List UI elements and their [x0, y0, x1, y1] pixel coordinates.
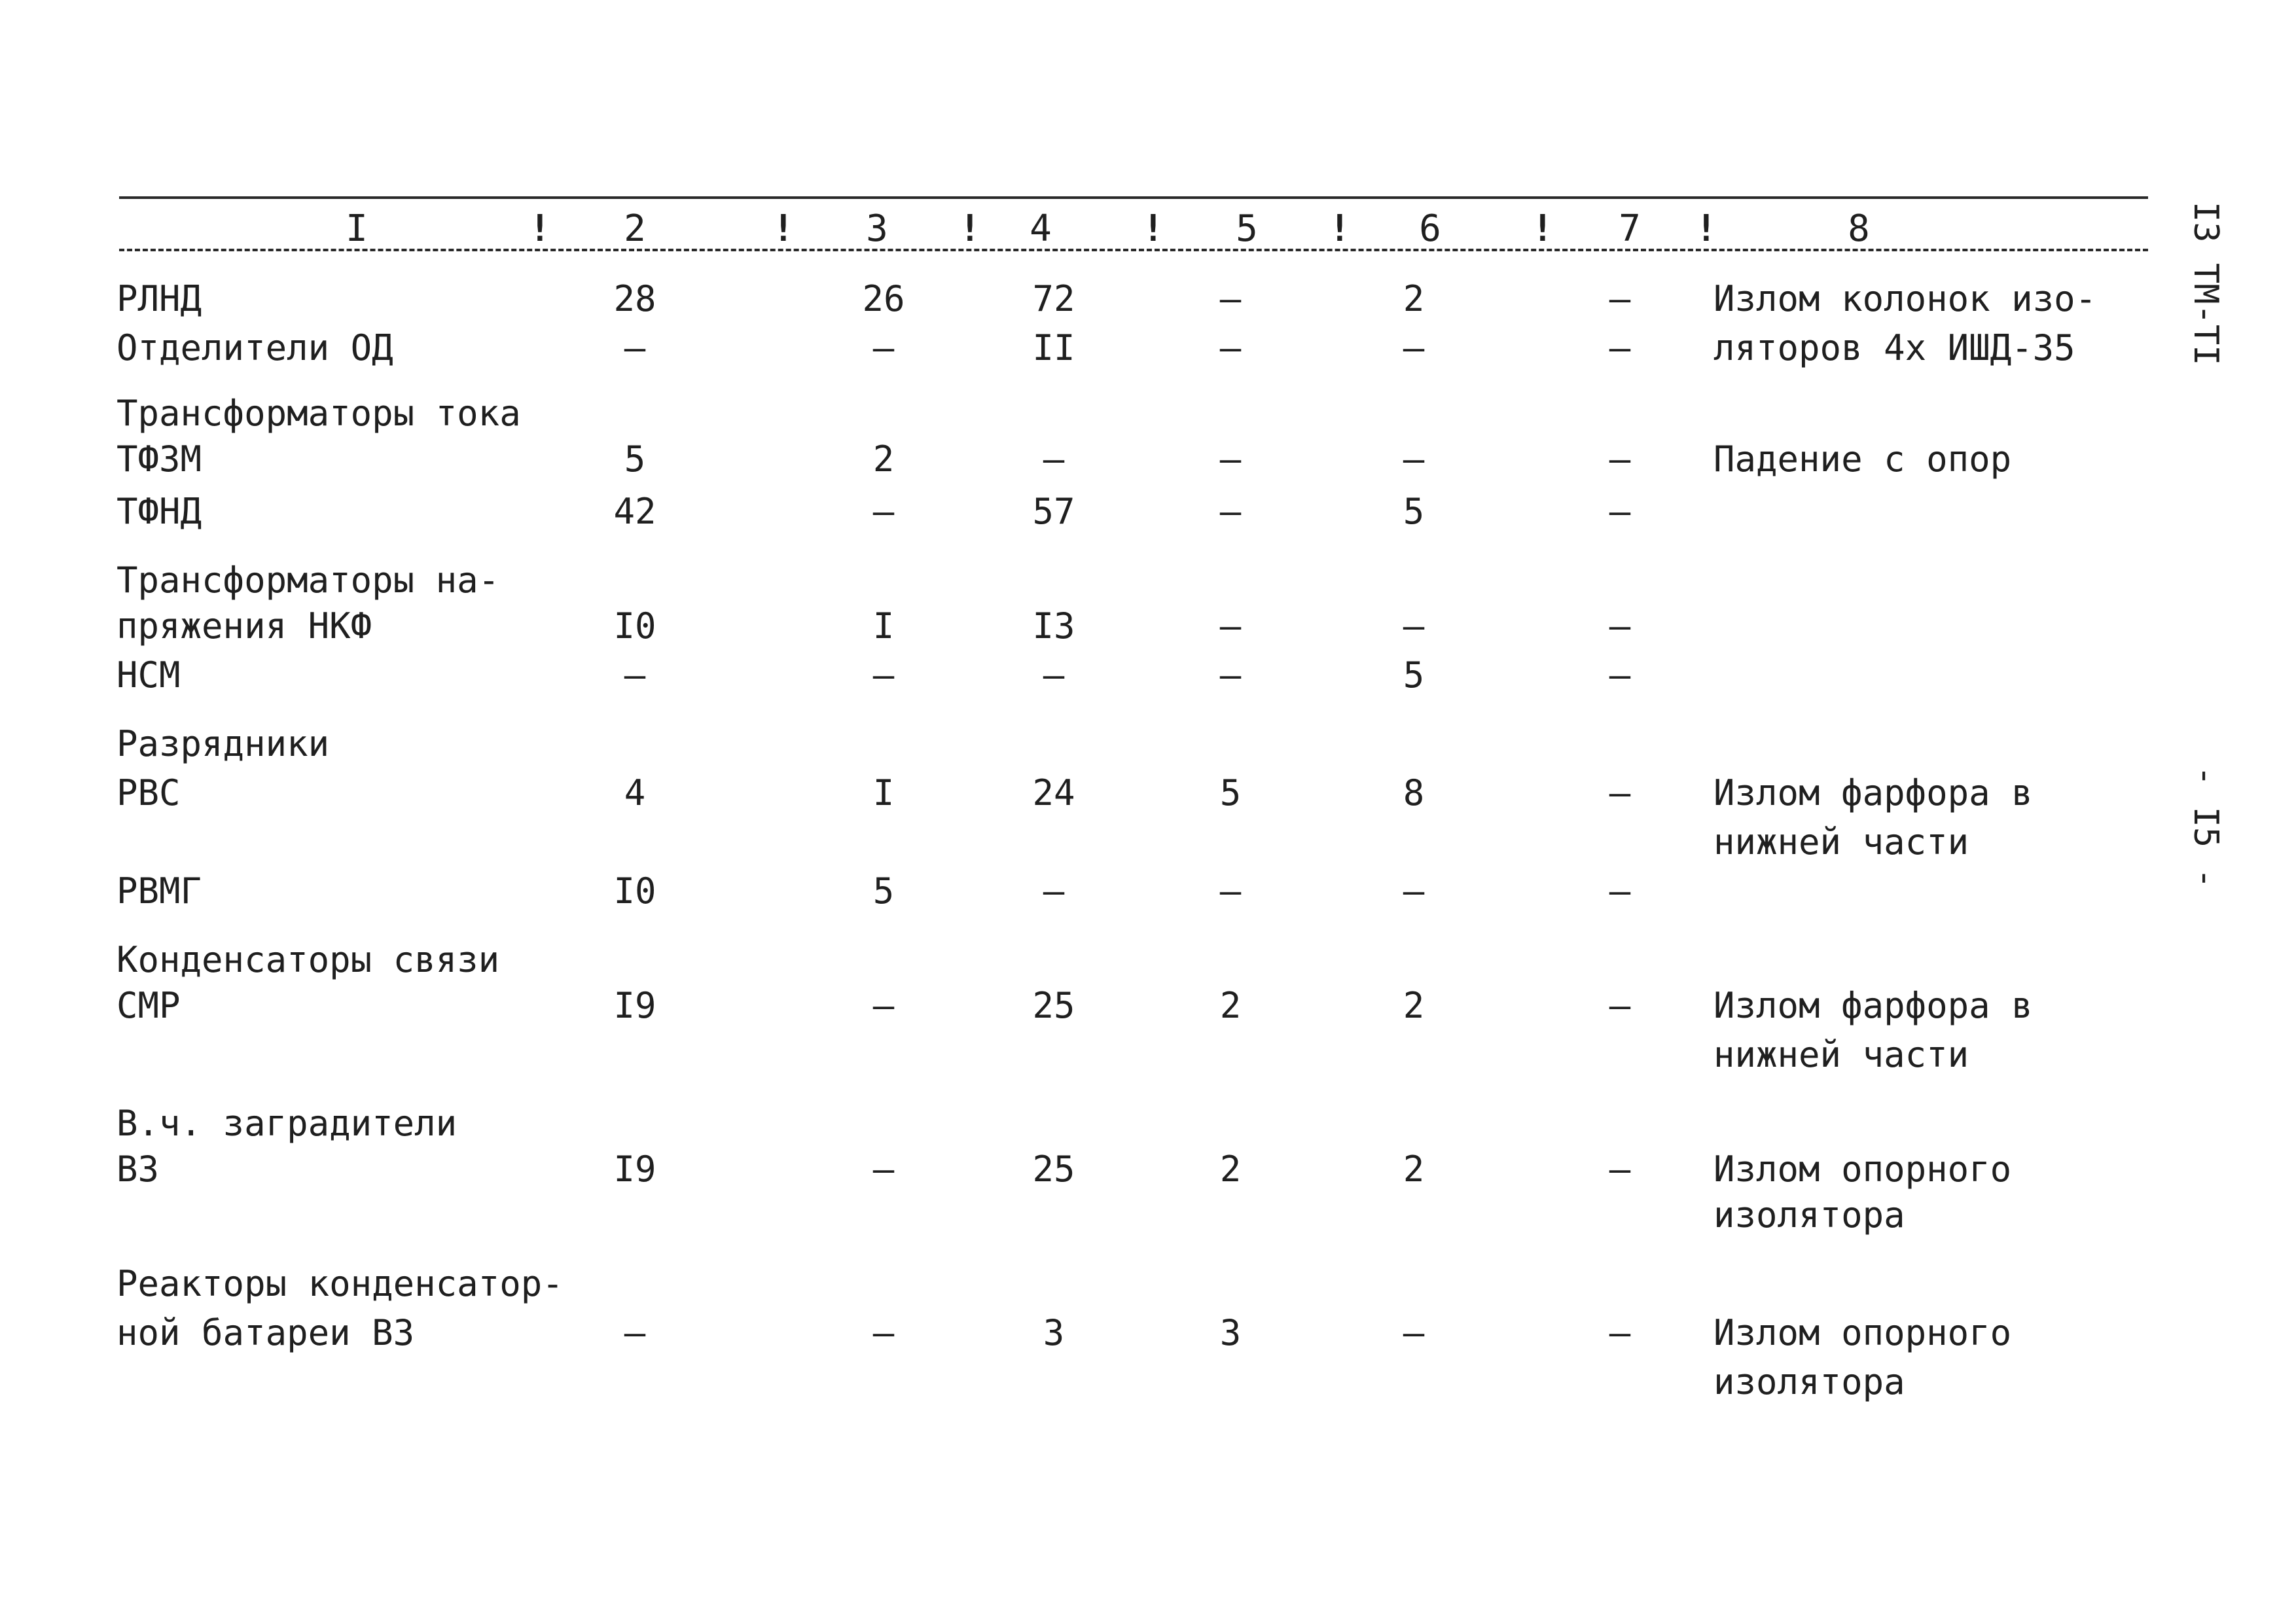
table-cell-col-5: 2: [1219, 985, 1242, 1026]
row-label: Разрядники: [117, 723, 330, 764]
table-cell-col-2: 42: [613, 491, 656, 532]
table-cell-col-2: 28: [613, 278, 656, 319]
table-cell-col-5: 5: [1219, 772, 1242, 813]
header-separator: !: [959, 207, 981, 250]
row-note: Излом фарфора в: [1713, 772, 2033, 813]
document-code: I3 ТМ-ТI: [2186, 202, 2225, 366]
table-cell-col-5: –: [1219, 605, 1242, 647]
table-cell-col-3: 2: [872, 438, 895, 480]
table-cell-col-4: –: [1043, 870, 1065, 912]
row-label: РЛНД: [117, 278, 202, 319]
header-separator: !: [1532, 207, 1554, 250]
table-cell-col-5: –: [1219, 491, 1242, 532]
table-cell-col-6: –: [1403, 438, 1425, 480]
table-cell-col-7: –: [1609, 605, 1631, 647]
header-col-7: 7: [1619, 207, 1641, 250]
row-note: Излом опорного: [1713, 1312, 2012, 1353]
page-number: - I5 -: [2186, 766, 2225, 889]
table-cell-col-5: –: [1219, 654, 1242, 696]
table-cell-col-4: 72: [1032, 278, 1075, 319]
table-cell-col-2: I9: [613, 1149, 656, 1190]
header-separator: !: [529, 207, 551, 250]
header-col-8: 8: [1848, 207, 1870, 250]
row-note: Излом опорного: [1713, 1149, 2012, 1190]
table-cell-col-3: –: [872, 985, 895, 1026]
header-separator: !: [1329, 207, 1351, 250]
table-cell-col-3: –: [872, 1312, 895, 1353]
table-cell-col-5: 3: [1219, 1312, 1242, 1353]
table-cell-col-2: I9: [613, 985, 656, 1026]
table-cell-col-4: 25: [1032, 985, 1075, 1026]
table-cell-col-3: –: [872, 491, 895, 532]
row-label: ТФНД: [117, 491, 202, 532]
header-col-5: 5: [1236, 207, 1258, 250]
table-cell-col-3: I: [872, 605, 895, 647]
row-label: В.ч. заградители: [117, 1103, 457, 1144]
table-cell-col-3: 5: [872, 870, 895, 912]
table-cell-col-7: –: [1609, 438, 1631, 480]
row-label: Трансформаторы на-: [117, 560, 500, 601]
row-label: РВМГ: [117, 870, 202, 912]
table-cell-col-4: 24: [1032, 772, 1075, 813]
table-cell-col-4: II: [1032, 327, 1075, 368]
table-cell-col-2: –: [624, 654, 646, 696]
table-cell-col-6: –: [1403, 327, 1425, 368]
table-cell-col-5: –: [1219, 327, 1242, 368]
table-cell-col-5: 2: [1219, 1149, 1242, 1190]
row-note: ляторов 4х ИШД-35: [1713, 327, 2075, 368]
table-cell-col-4: I3: [1032, 605, 1075, 647]
row-note: Падение с опор: [1713, 438, 2012, 480]
table-cell-col-4: –: [1043, 438, 1065, 480]
table-cell-col-7: –: [1609, 870, 1631, 912]
table-cell-col-2: –: [624, 327, 646, 368]
table-cell-col-3: I: [872, 772, 895, 813]
header-col-1: I: [346, 207, 368, 250]
row-note: изолятора: [1713, 1194, 1905, 1236]
header-col-2: 2: [624, 207, 646, 250]
header-col-4: 4: [1030, 207, 1052, 250]
table-cell-col-6: 5: [1403, 654, 1425, 696]
row-label: Реакторы конденсатор-: [117, 1263, 564, 1304]
table-cell-col-6: 5: [1403, 491, 1425, 532]
table-cell-col-4: 3: [1043, 1312, 1065, 1353]
table-cell-col-6: 8: [1403, 772, 1425, 813]
table-top-rule: [119, 196, 2148, 199]
table-cell-col-2: I0: [613, 605, 656, 647]
table-cell-col-4: –: [1043, 654, 1065, 696]
table-cell-col-7: –: [1609, 985, 1631, 1026]
header-separator: !: [772, 207, 795, 250]
table-cell-col-4: 57: [1032, 491, 1075, 532]
row-label: НСМ: [117, 654, 181, 696]
header-separator: !: [1695, 207, 1717, 250]
row-label: пряжения НКФ: [117, 605, 372, 647]
table-cell-col-6: 2: [1403, 985, 1425, 1026]
row-label: ТФЗМ: [117, 438, 202, 480]
table-cell-col-2: –: [624, 1312, 646, 1353]
header-col-3: 3: [866, 207, 888, 250]
table-cell-col-6: –: [1403, 605, 1425, 647]
table-cell-col-3: –: [872, 327, 895, 368]
row-note: Излом колонок изо-: [1713, 278, 2097, 319]
row-label: Отделители ОД: [117, 327, 393, 368]
table-cell-col-6: –: [1403, 870, 1425, 912]
header-separator: !: [1142, 207, 1164, 250]
row-label: ВЗ: [117, 1149, 160, 1190]
row-note: Излом фарфора в: [1713, 985, 2033, 1026]
row-label: СМР: [117, 985, 181, 1026]
table-cell-col-2: 5: [624, 438, 646, 480]
table-cell-col-7: –: [1609, 327, 1631, 368]
table-cell-col-5: –: [1219, 870, 1242, 912]
row-note: нижней части: [1713, 821, 1969, 863]
row-label: ной батареи ВЗ: [117, 1312, 415, 1353]
table-cell-col-7: –: [1609, 491, 1631, 532]
header-col-6: 6: [1419, 207, 1441, 250]
table-cell-col-5: –: [1219, 278, 1242, 319]
table-cell-col-4: 25: [1032, 1149, 1075, 1190]
row-label: РВС: [117, 772, 181, 813]
table-cell-col-3: –: [872, 654, 895, 696]
table-cell-col-3: –: [872, 1149, 895, 1190]
row-note: нижней части: [1713, 1034, 1969, 1075]
table-cell-col-7: –: [1609, 1149, 1631, 1190]
table-cell-col-3: 26: [862, 278, 905, 319]
table-cell-col-2: I0: [613, 870, 656, 912]
table-cell-col-2: 4: [624, 772, 646, 813]
table-cell-col-7: –: [1609, 1312, 1631, 1353]
table-cell-col-6: 2: [1403, 278, 1425, 319]
table-cell-col-7: –: [1609, 772, 1631, 813]
table-cell-col-6: –: [1403, 1312, 1425, 1353]
table-cell-col-5: –: [1219, 438, 1242, 480]
row-note: изолятора: [1713, 1361, 1905, 1402]
row-label: Конденсаторы связи: [117, 939, 500, 980]
table-cell-col-6: 2: [1403, 1149, 1425, 1190]
row-label: Трансформаторы тока: [117, 393, 521, 434]
table-cell-col-7: –: [1609, 278, 1631, 319]
table-cell-col-7: –: [1609, 654, 1631, 696]
